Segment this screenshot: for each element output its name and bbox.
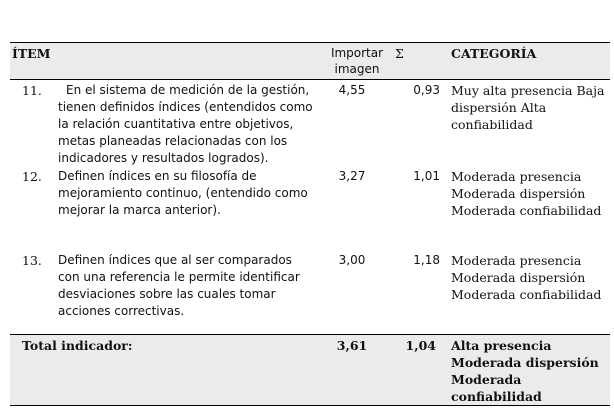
item-mean: 4,55: [338, 83, 366, 97]
item-description: Definen índices que al ser comparados con una referencia le permite identificar desviaciones sobre las cuales tomar acciones correctivas.: [58, 253, 300, 318]
table-row: [10, 82, 610, 168]
item-mean: 3,27: [338, 169, 366, 183]
item-sigma: 1,18: [413, 253, 440, 267]
item-category: Moderada presencia Moderada dispersión Moderada confiabilidad: [451, 169, 602, 218]
header-item: ÍTEM: [12, 46, 51, 61]
total-mean: 3,61: [336, 338, 368, 353]
header-media-line1: Importar: [330, 46, 384, 60]
item-description: Definen índices en su filosofía de mejoramiento continuo, (entendido como mejorar la marca anterior).: [58, 169, 308, 217]
results-table: [10, 42, 610, 404]
item-category: Moderada presencia Moderada dispersión Moderada confiabilidad: [451, 253, 602, 302]
item-sigma: 1,01: [413, 169, 440, 183]
item-mean: 3,00: [338, 253, 366, 267]
total-category: Alta presencia Moderada dispersión Moderada confiabilidad: [451, 338, 599, 404]
item-sigma: 0,93: [413, 83, 440, 97]
header-category: CATEGORÍA: [451, 46, 537, 61]
table-row: [10, 252, 610, 336]
header-media-line2: imagen: [334, 62, 380, 76]
item-number: 13.: [22, 253, 42, 268]
item-number: 11.: [22, 83, 42, 98]
total-sigma: 1,04: [405, 338, 436, 353]
item-category: Muy alta presencia Baja dispersión Alta confiabilidad: [451, 83, 605, 132]
item-number: 12.: [22, 169, 42, 184]
table-row: [10, 168, 610, 252]
total-row: [10, 334, 610, 406]
table-header-row: [10, 42, 610, 80]
total-label: Total indicador:: [22, 338, 133, 353]
item-description: En el sistema de medición de la gestión, tienen definidos índices (entendidos como la relación cuantitativa entre objetivos, metas planeadas relacionadas con los indicadores y resultados logrados).: [58, 83, 313, 165]
header-media-image-placeholder: [323, 45, 391, 77]
header-sigma: Σ: [395, 46, 404, 61]
